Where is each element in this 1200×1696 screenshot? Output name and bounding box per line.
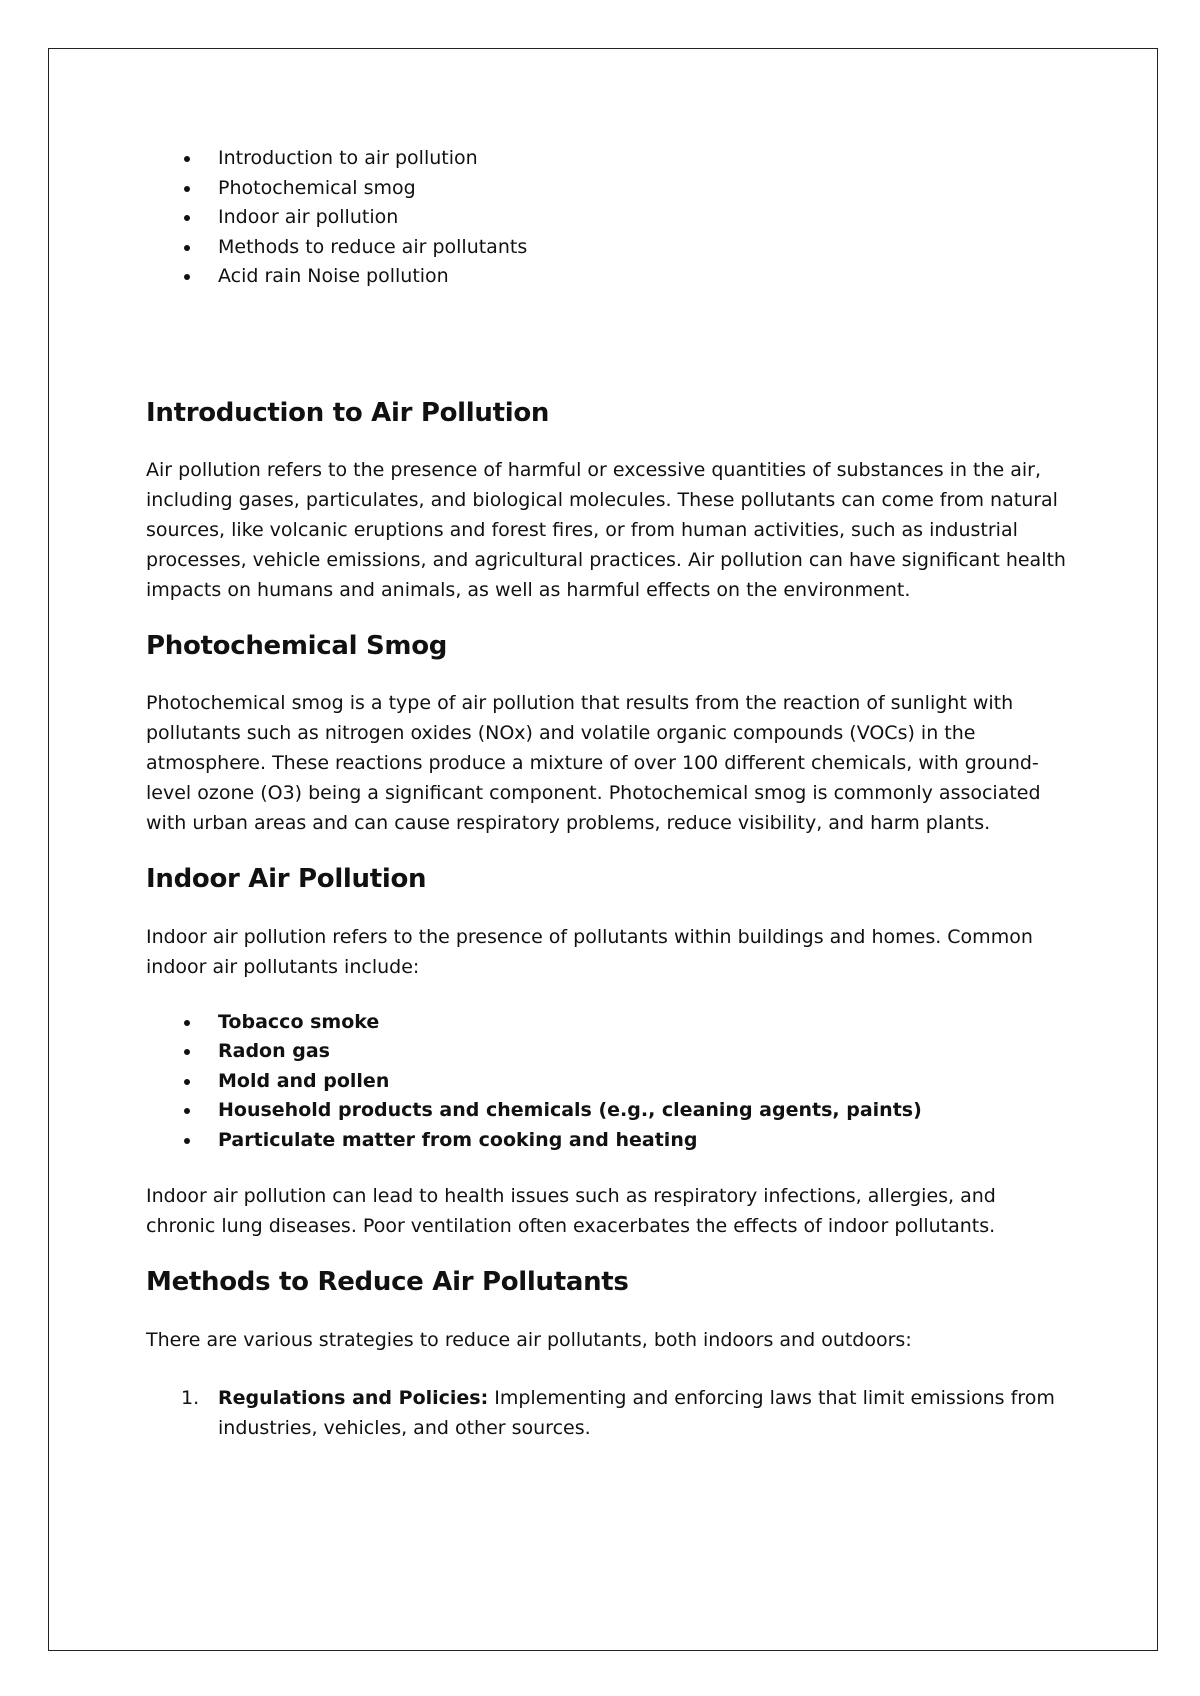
- section-paragraph-methods: There are various strategies to reduce air pollutants, both indoors and outdoors:: [146, 1329, 912, 1351]
- list-number: 1.: [181, 1387, 200, 1409]
- bullet-icon: [184, 156, 190, 162]
- section-heading-indoor-air-pollution: Indoor Air Pollution: [146, 863, 427, 894]
- list-item: Mold and pollen: [146, 1067, 1066, 1097]
- list-item: Photochemical smog: [146, 174, 1066, 204]
- bullet-icon: [184, 245, 190, 251]
- bullet-icon: [184, 1138, 190, 1144]
- list-item: Household products and chemicals (e.g., cleaning agents, paints): [146, 1096, 1066, 1126]
- bullet-icon: [184, 274, 190, 280]
- section-heading-introduction: Introduction to Air Pollution: [146, 397, 550, 428]
- list-item: Particulate matter from cooking and heating: [146, 1126, 1066, 1156]
- list-item: Introduction to air pollution: [146, 144, 1066, 174]
- section-heading-methods: Methods to Reduce Air Pollutants: [146, 1267, 629, 1297]
- method-description: Implementing and enforcing laws that limit emissions from industries, vehicles, and other sources.: [218, 1387, 1055, 1439]
- topic-list: [146, 144, 1066, 292]
- bullet-icon: [184, 186, 190, 192]
- list-item: Methods to reduce air pollutants: [146, 233, 1066, 263]
- indoor-pollutant-list: [146, 1008, 1066, 1156]
- section-heading-photochemical-smog: Photochemical Smog: [146, 630, 448, 661]
- section-paragraph-introduction: Air pollution refers to the presence of harmful or excessive quantities of substances in the air, including gases, particulates, and biological molecules. These pollutants can come from natural sources, like volcanic eruptions and forest fires, or from human activities, such as industrial processes, vehicle emissions, and agricultural practices. Air pollution can have significant health impacts on humans and animals, as well as harmful effects on the environment.: [146, 458, 1066, 601]
- section-paragraph-indoor-air-pollution: Indoor air pollution refers to the presence of pollutants within buildings and homes. Common indoor air pollutants include:: [146, 925, 1033, 978]
- document-content: [146, 140, 1066, 1443]
- list-item: Acid rain Noise pollution: [146, 262, 1066, 292]
- bullet-icon: [184, 1049, 190, 1055]
- section-paragraph-indoor-effects: Indoor air pollution can lead to health issues such as respiratory infections, allergies, and chronic lung diseases. Poor ventilation often exacerbates the effects of indoor pollutants.: [146, 1185, 996, 1237]
- bullet-icon: [184, 1108, 190, 1114]
- list-item: Radon gas: [146, 1037, 1066, 1067]
- bullet-icon: [184, 1020, 190, 1026]
- list-item: Tobacco smoke: [146, 1008, 1066, 1038]
- methods-list: [146, 1383, 1066, 1443]
- section-paragraph-photochemical-smog: Photochemical smog is a type of air pollution that results from the reaction of sunlight with pollutants such as nitrogen oxides (NOx) and volatile organic compounds (VOCs) in the atmosphere. These reactions produce a mixture of over 100 different chemicals, with ground-level ozone (O3) being a significant component. Photochemical smog is commonly associated with urban areas and can cause respiratory problems, reduce visibility, and harm plants.: [146, 691, 1041, 834]
- bullet-icon: [184, 215, 190, 221]
- bullet-icon: [184, 1079, 190, 1085]
- method-term: Regulations and Policies:: [218, 1387, 489, 1409]
- list-item: Indoor air pollution: [146, 203, 1066, 233]
- list-item: [146, 1383, 1066, 1443]
